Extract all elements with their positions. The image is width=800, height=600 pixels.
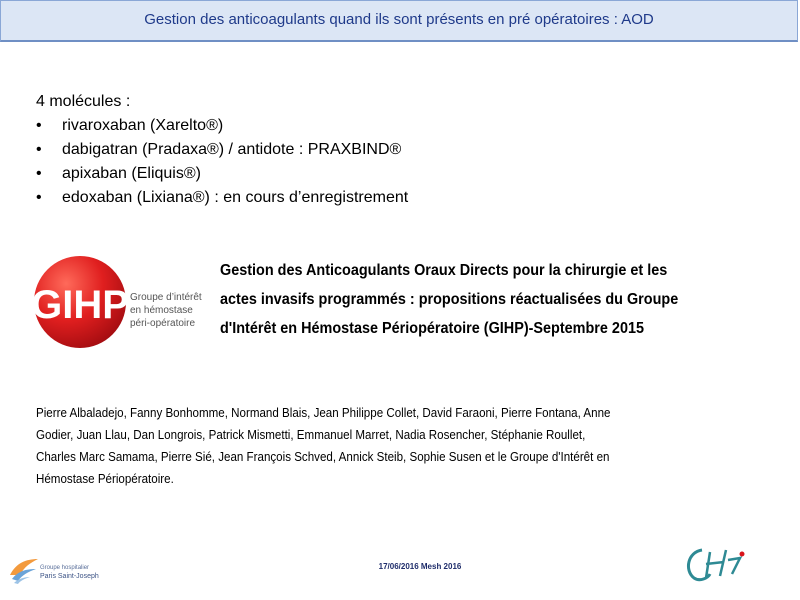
hospital-line1: Groupe hospitalier	[40, 565, 90, 571]
list-item: • apixaban (Eliquis®)	[36, 162, 408, 186]
list-item: • rivaroxaban (Xarelto®)	[36, 114, 408, 138]
gihp-subtitle-line: en hémostase	[130, 305, 193, 316]
authors-line: Hémostase Périopératoire.	[36, 472, 174, 486]
gihp-logo	[22, 240, 208, 360]
hospital-line2: Paris Saint-Joseph	[40, 573, 99, 580]
gihp-letters: GIHP	[31, 283, 129, 327]
chi-logo-icon	[680, 544, 752, 584]
authors-line: Charles Marc Samama, Pierre Sié, Jean François Schved, Annick Steib, Sophie Susen et le Groupe d'Intérêt en	[36, 450, 610, 464]
authors-line: Pierre Albaladejo, Fanny Bonhomme, Normand Blais, Jean Philippe Collet, David Faraoni, Pierre Fontana, Anne	[36, 406, 611, 420]
list-item: • dabigatran (Pradaxa®) / antidote : PRAXBIND®	[36, 138, 408, 162]
article-title-line: Gestion des Anticoagulants Oraux Directs pour la chirurgie et les	[220, 262, 668, 279]
slide-title-bar	[0, 0, 798, 42]
gihp-subtitle-line: Groupe d’intérêt	[130, 292, 202, 303]
article-title-line: d'Intérêt en Hémostase Périopératoire (GIHP)-Septembre 2015	[220, 320, 645, 337]
slide-title: Gestion des anticoagulants quand ils sont présents en pré opératoires : AOD	[144, 11, 654, 28]
molecules-heading: 4 molécules :	[36, 93, 131, 110]
list-item: • edoxaban (Lixiana®) : en cours d’enregistrement	[36, 186, 408, 210]
article-title-line: actes invasifs programmés : propositions réactualisées du Groupe	[220, 291, 679, 308]
authors-list	[36, 402, 772, 490]
article-title	[220, 256, 722, 343]
authors-line: Godier, Juan Llau, Dan Longrois, Patrick Mismetti, Emmanuel Marret, Nadia Rosencher, Stéphanie Roullet,	[36, 428, 586, 442]
molecules-list	[36, 114, 408, 210]
footer-date: 17/06/2016 Mesh 2016	[378, 562, 462, 571]
molecules-section	[36, 90, 408, 210]
gihp-subtitle-line: péri-opératoire	[130, 318, 196, 329]
